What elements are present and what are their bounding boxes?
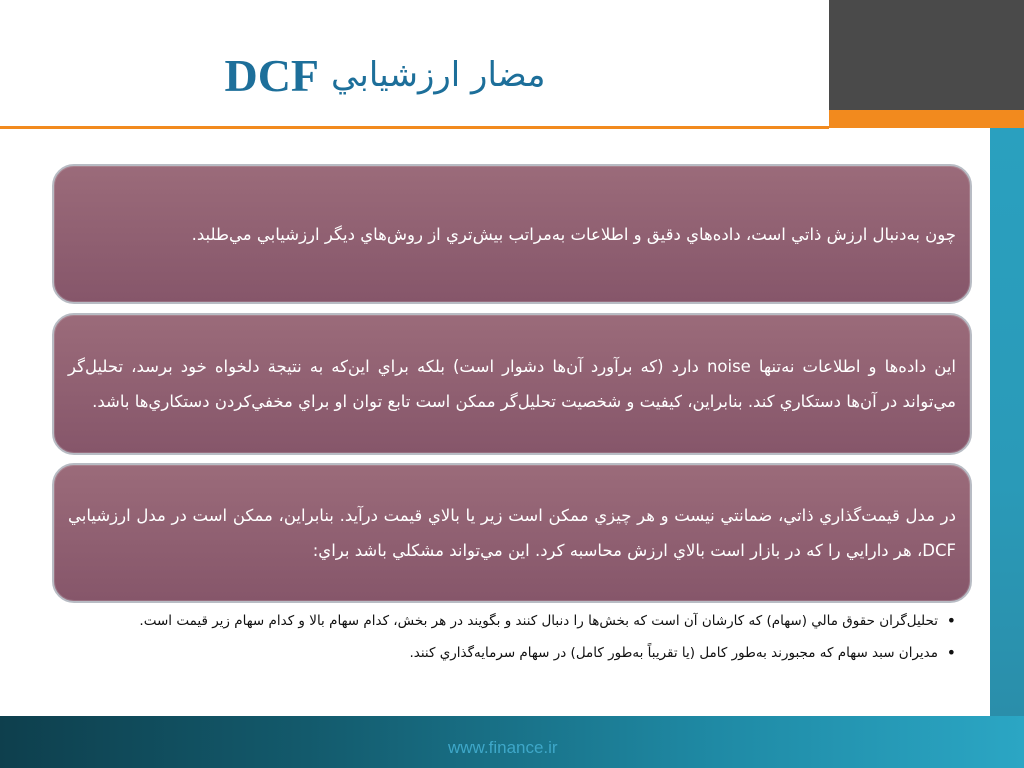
- content-box-2-text: اين داده‌ها و اطلاعات نه‌تنها noise دارد (كه برآورد آن‌ها دشوار است) بلكه براي اين‌كه به نتيجة دلخواه خود برسد، تحليل‌گر مي‌تواند در آن‌ها دستكاري كند. بنابراين، كيفيت و شخصيت تحليل‌گر ممكن است تابع توان او براي مخفي‌كردن دستكاري‌ها باشد.: [68, 357, 957, 411]
- title-persian: مضار ارزشيابي: [331, 55, 546, 95]
- content-box-2: [52, 313, 972, 455]
- bullet-item-1: • تحليل‌گران حقوق مالي (سهام) كه كارشان آن است كه بخش‌ها را دنبال كنند و بگويند در هر بخش، كدام سهام بالا و كدام سهام زير قيمت است.: [70, 608, 960, 634]
- corner-dark-block: [829, 0, 1024, 110]
- content-box-3-text: در مدل قيمت‌گذاري ذاتي، ضمانتي نيست و هر چيزي ممكن است زير يا بالاي قيمت درآيد. بنابراين، ممكن است در مدل ارزشيابي DCF، هر دارايي را كه در بازار است بالاي ارزش محاسبه كرد. اين مي‌تواند مشكلي باشد براي:: [68, 506, 956, 560]
- footer-url[interactable]: www.finance.ir: [448, 738, 558, 757]
- corner-orange-block: [829, 110, 1024, 128]
- content-box-1-text: چون به‌دنبال ارزش ذاتي است، داده‌هاي دقيق و اطلاعات به‌مراتب بيش‌تري از روش‌هاي ديگر ارزشيابي مي‌طلبد.: [191, 224, 956, 244]
- content-box-3: [52, 463, 972, 603]
- slide-title: [150, 40, 620, 110]
- title-underline: [0, 126, 829, 129]
- right-accent-strip: [990, 128, 1024, 718]
- content-box-1: [52, 164, 972, 304]
- bullet-item-2: • مديران سبد سهام كه مجبورند به‌طور كامل (يا تقريباً به‌طور كامل) در سهام سرمايه‌گذاري كنند.: [70, 640, 960, 666]
- bullet-list: [70, 608, 960, 672]
- title-latin: DCF: [224, 49, 320, 101]
